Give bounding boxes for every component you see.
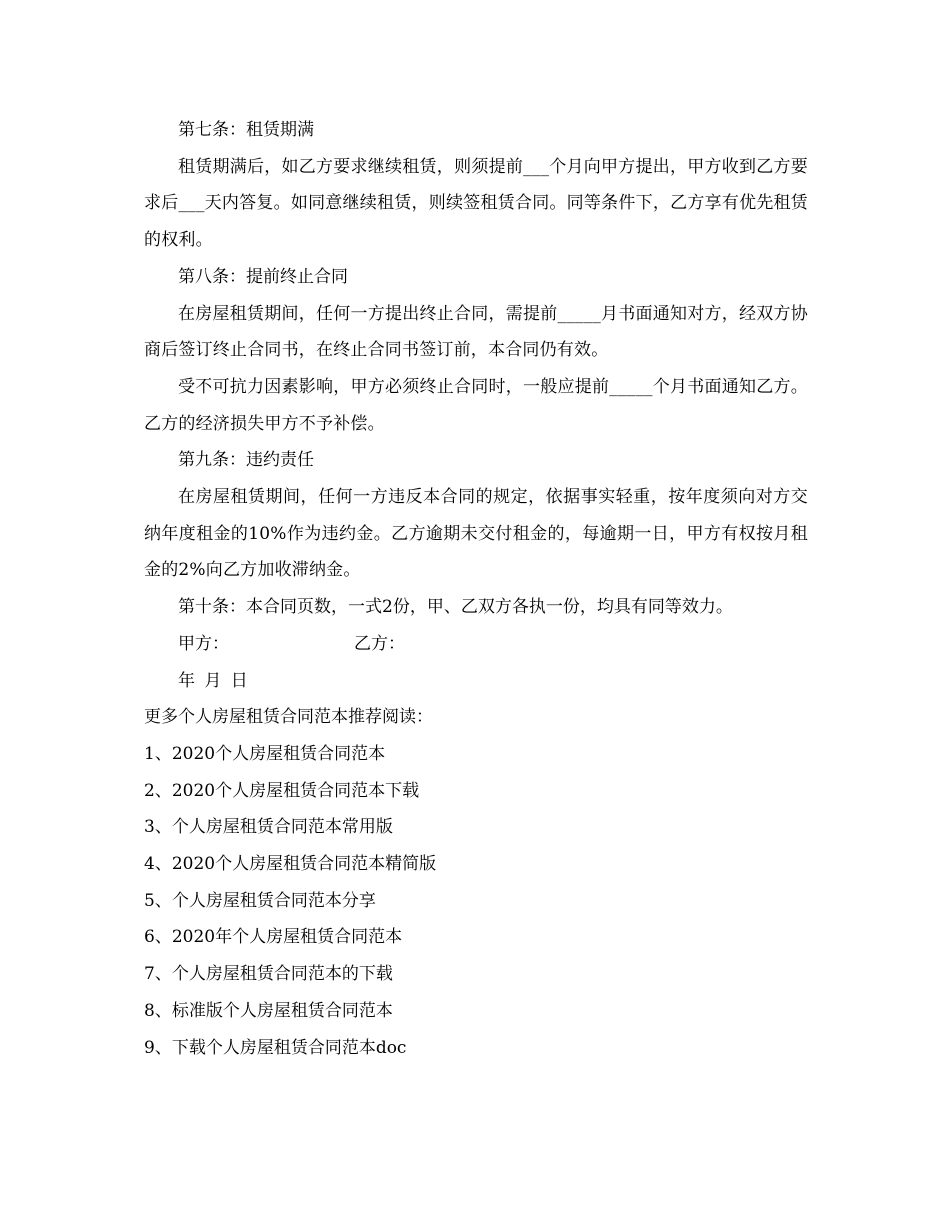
- article-8-body-1: 在房屋租赁期间，任何一方提出终止合同，需提前_____月书面通知对方，经双方协商后签订终止合同书，在终止合同书签订前，本合同仍有效。: [144, 303, 808, 361]
- more-reading-list: [144, 736, 808, 1066]
- document-page: [144, 112, 808, 1066]
- more-reading-item-5[interactable]: 5、个人房屋租赁合同范本分享: [144, 890, 376, 911]
- article-8-heading: 第八条：提前终止合同: [178, 266, 348, 287]
- more-reading-item-7[interactable]: 7、个人房屋租赁合同范本的下载: [144, 964, 393, 985]
- more-reading-intro: 更多个人房屋租赁合同范本推荐阅读：: [144, 707, 433, 728]
- article-7-heading: 第七条：租赁期满: [178, 120, 314, 140]
- more-reading-item-2[interactable]: 2、2020个人房屋租赁合同范本下载: [144, 780, 420, 801]
- article-10-text: 第十条：本合同页数，一式2份，甲、乙双方各执一份，均具有同等效力。: [178, 597, 733, 618]
- party-a-label: 甲方：: [178, 633, 229, 654]
- article-8-body-2: 受不可抗力因素影响，甲方必须终止合同时，一般应提前_____个月书面通知乙方。乙方的经济损失甲方不予补偿。: [144, 376, 808, 434]
- article-7-body: 租赁期满后，如乙方要求继续租赁，则须提前___个月向甲方提出，甲方收到乙方要求后___天内答复。如同意继续租赁，则续签租赁合同。同等条件下，乙方享有优先租赁的权利。: [144, 156, 808, 251]
- more-reading-item-8[interactable]: 8、标准版个人房屋租赁合同范本: [144, 1000, 393, 1021]
- more-reading-item-4[interactable]: 4、2020个人房屋租赁合同范本精简版: [144, 854, 437, 875]
- more-reading-item-1[interactable]: 1、2020个人房屋租赁合同范本: [144, 743, 386, 764]
- signature-row: [144, 626, 808, 663]
- article-9-heading: 第九条：违约责任: [178, 450, 314, 471]
- more-reading-item-6[interactable]: 6、2020年个人房屋租赁合同范本: [144, 927, 403, 948]
- article-9-body: 在房屋租赁期间，任何一方违反本合同的规定，依据事实轻重，按年度须向对方交纳年度租金的10%作为违约金。乙方逾期未交付租金的，每逾期一日，甲方有权按月租金的2%向乙方加收滞纳金。: [144, 487, 808, 581]
- more-reading-item-3[interactable]: 3、个人房屋租赁合同范本常用版: [144, 817, 393, 838]
- more-reading-item-9[interactable]: 9、下载个人房屋租赁合同范本doc: [144, 1037, 407, 1058]
- party-b-label: 乙方：: [354, 633, 405, 654]
- signature-date: 年 月 日: [178, 670, 248, 691]
